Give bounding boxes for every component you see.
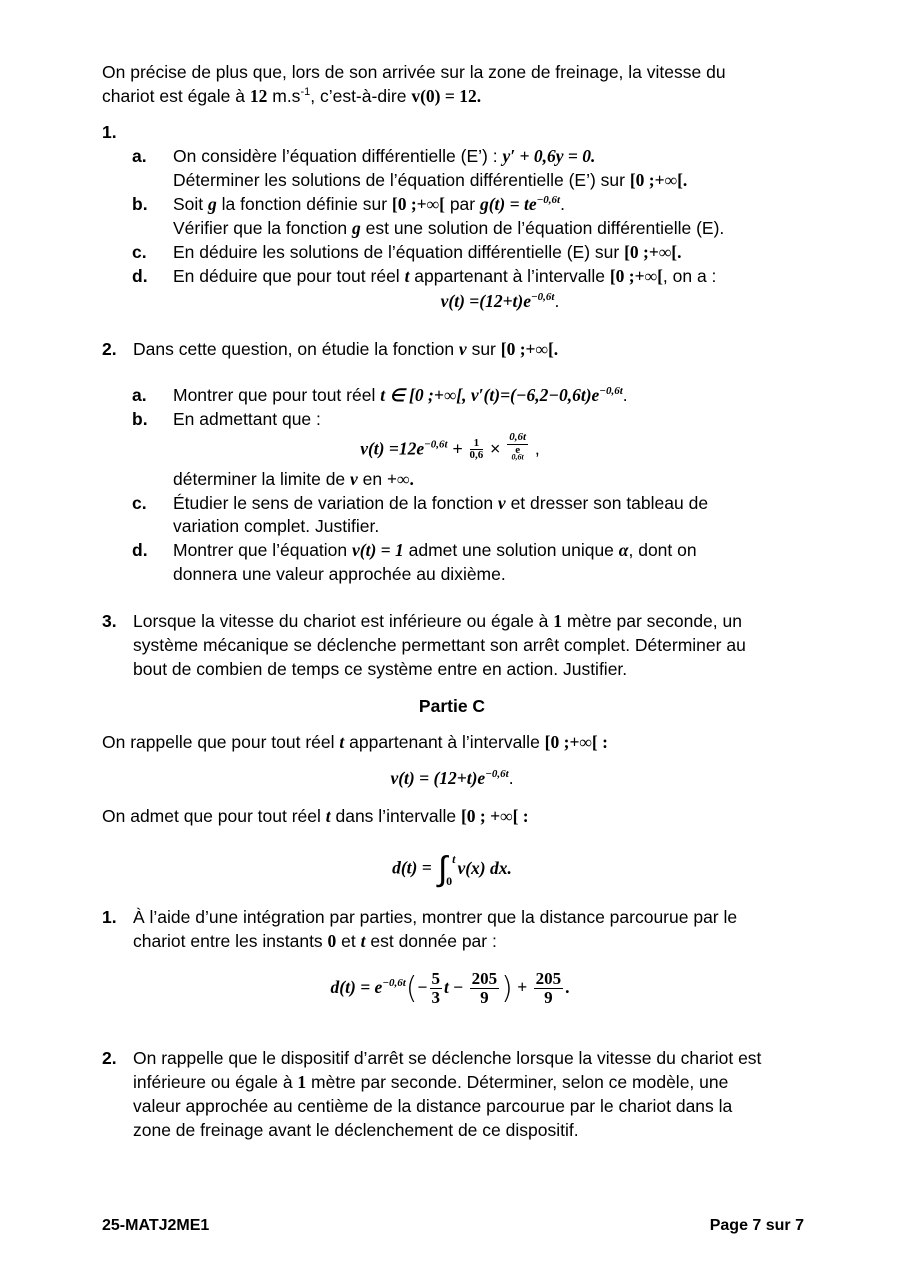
- q1b-g: g: [208, 194, 217, 214]
- q2-intro-interval: [0 ;+∞[.: [500, 339, 559, 359]
- integral-symbol: [438, 850, 456, 888]
- q2b-comma: ,: [530, 438, 540, 459]
- q2a-derivative: t ∈ [0 ;+∞[, v′(t)=(−6,2−0,6t)e: [380, 385, 600, 405]
- q1b-label: b.: [132, 194, 148, 214]
- q1b-text-3: par: [444, 194, 480, 214]
- q2c-line-2: variation complet. Justifier.: [173, 516, 380, 536]
- dt-open-paren: (: [405, 970, 418, 1006]
- partc-d-rhs: v(x) dx.: [457, 857, 512, 878]
- q2b-limit-text: déterminer la limite de: [173, 469, 351, 489]
- partc-v-formula-exp: −0,6t: [485, 768, 509, 781]
- partc-q1-text: chariot entre les instants: [133, 931, 328, 951]
- partc-admit-text-2: dans l’intervalle: [330, 806, 461, 826]
- q2c-text-2: et dresser son tableau de: [505, 493, 709, 513]
- partc-d-integral: [102, 852, 802, 886]
- q1b-line-2: [173, 217, 813, 240]
- q2b-fraction-1-den: 0,6: [469, 449, 484, 462]
- q1-label: 1.: [102, 122, 117, 142]
- footer-exam-code: 25-MATJ2ME1: [102, 1217, 210, 1234]
- q1a-line-2: [173, 169, 813, 192]
- q2a-exponent: −0,6t: [599, 385, 623, 398]
- q2c-text: Étudier le sens de variation de la fonction: [173, 493, 498, 513]
- q2-intro-text: Dans cette question, on étudie la fonction: [133, 339, 459, 359]
- q3-text: Lorsque la vitesse du chariot est inférieure ou égale à: [133, 611, 554, 631]
- partc-q2-label: 2.: [102, 1048, 117, 1068]
- q2d-text: Montrer que l’équation: [173, 540, 352, 560]
- q2d-line-1: [173, 539, 813, 562]
- dt-minus: −: [417, 976, 428, 997]
- dt-t: t: [444, 976, 449, 997]
- q1d-line: [173, 265, 813, 288]
- q1c-interval: [0 ;+∞[.: [624, 242, 682, 262]
- q2c-line-1: [173, 492, 813, 515]
- intro-text: chariot est égale à: [102, 86, 250, 106]
- q2d-equation: v(t) = 1: [352, 540, 404, 560]
- q2d-text-2: admet une solution unique: [403, 540, 619, 560]
- partc-q1-text-2: et: [336, 931, 361, 951]
- q1b-dot: .: [560, 194, 565, 214]
- q2b-fraction-2-den: [507, 445, 528, 468]
- partc-recall-text: On rappelle que pour tout réel: [102, 732, 340, 752]
- dt-minus-2: −: [448, 976, 468, 997]
- q1b-exponent: −0,6t: [536, 194, 561, 207]
- q2a-line: [173, 384, 813, 407]
- dt-fraction-3: [534, 970, 564, 1007]
- q1b-definition: g(t) = te: [479, 194, 537, 214]
- q1b-text-5: est une solution de l’équation différentielle (E).: [360, 218, 725, 238]
- q1b-line-1: [173, 193, 813, 216]
- dt-close-paren: ): [501, 970, 513, 1006]
- q2b-infinity: +∞.: [387, 469, 414, 489]
- q2a-dot: .: [622, 385, 628, 405]
- partc-q1-zero: 0: [327, 931, 337, 951]
- q3-line-2: système mécanique se déclenche permettant son arrêt complet. Déterminer au: [133, 635, 746, 655]
- dt-fraction-2: [470, 970, 500, 1007]
- q1d-t: t: [404, 266, 410, 286]
- q1b-interval: [0 ;+∞[: [391, 194, 445, 214]
- q1d-formula-main: v(t) =(12+t)e: [440, 291, 532, 311]
- q2b-line-1: En admettant que :: [173, 409, 321, 429]
- q2b-label: b.: [132, 409, 148, 429]
- dt-lhs: d(t) = e: [330, 976, 383, 997]
- partc-recall-t: t: [339, 732, 345, 752]
- partc-q1-t: t: [360, 931, 366, 951]
- q1c-text: En déduire les solutions de l’équation différentielle (E) sur: [173, 242, 625, 262]
- q1a-equation: y′ + 0,6y = 0.: [502, 146, 596, 166]
- partc-q1-text-3: est donnée par :: [365, 931, 497, 951]
- q3-line-3: bout de combien de temps ce système entre en action. Justifier.: [133, 659, 628, 679]
- partc-v-formula: [102, 767, 802, 790]
- q2b-formula: [230, 432, 670, 468]
- integral-sign: ∫: [438, 850, 448, 888]
- q2b-fraction-2-den-exp: 0,6t: [511, 452, 524, 462]
- q2d-label: d.: [132, 540, 148, 560]
- q2b-times: ×: [485, 438, 506, 459]
- intro-text-2: , c’est-à-dire: [310, 86, 412, 106]
- q2b-limit-text-2: en: [357, 469, 388, 489]
- dt-fraction-3-den: 9: [544, 987, 553, 1007]
- q2b-formula-main: v(t) =12e: [360, 438, 425, 459]
- partc-recall: [102, 731, 802, 754]
- partc-admit: [102, 805, 802, 828]
- q3-line-1: [133, 610, 813, 633]
- partc-q2-text-2: mètre par seconde. Déterminer, selon ce modèle, une: [306, 1072, 729, 1092]
- q2-intro-v: v: [458, 339, 467, 359]
- partc-q1-line-2: [133, 930, 813, 953]
- q2d-alpha: α: [618, 540, 629, 560]
- partc-admit-text: On admet que pour tout réel: [102, 806, 326, 826]
- q2a-text: Montrer que pour tout réel: [173, 385, 381, 405]
- dt-fraction-2-den: 9: [480, 987, 489, 1007]
- dt-fraction-2-num: 205: [471, 969, 498, 988]
- footer-page-number: Page 7 sur 7: [709, 1217, 804, 1234]
- q1b-g-2: g: [352, 218, 361, 238]
- q1c-line: [173, 241, 813, 264]
- partc-q1-line-1: À l’aide d’une intégration par parties, montrer que la distance parcourue par le: [133, 907, 738, 927]
- q2b-fraction-2-den-base: e: [515, 443, 521, 456]
- dt-dot: .: [565, 976, 570, 997]
- partc-recall-interval: [0 ;+∞[ :: [544, 732, 608, 752]
- partc-q2-line-1: On rappelle que le dispositif d’arrêt se déclenche lorsque la vitesse du chariot est: [133, 1048, 762, 1068]
- q2b-line-2: [173, 468, 813, 491]
- partc-q2-line-3: valeur approchée au centième de la distance parcourue par le chariot dans la: [133, 1096, 733, 1116]
- q2b-fraction-2: [507, 432, 528, 468]
- dt-fraction-1-num: 5: [431, 969, 440, 988]
- q2a-label: a.: [132, 385, 147, 405]
- q1b-text: Soit: [173, 194, 209, 214]
- partc-v-formula-dot: .: [508, 768, 514, 788]
- integral-lower-bound: 0: [446, 874, 453, 888]
- partc-recall-text-2: appartenant à l’intervalle: [344, 732, 545, 752]
- partc-admit-t: t: [325, 806, 331, 826]
- intro-line-1: On précise de plus que, lors de son arrivée sur la zone de freinage, la vitesse du: [102, 62, 726, 82]
- q1d-label: d.: [132, 266, 148, 286]
- partc-q2-value: 1: [297, 1072, 307, 1092]
- q1b-text-4: Vérifier que la fonction: [173, 218, 352, 238]
- intro-unit-exp: -1: [300, 86, 311, 99]
- q1a-line-1: [173, 145, 813, 168]
- q2b-v: v: [350, 469, 358, 489]
- q1a-interval: [0 ;+∞[.: [629, 170, 688, 190]
- q3-text-2: mètre par seconde, un: [562, 611, 742, 631]
- q2b-fraction-1-num: 1: [470, 438, 484, 451]
- q2b-fraction-1: [470, 438, 484, 462]
- dt-plus: +: [512, 976, 532, 997]
- q2b-plus: +: [447, 438, 468, 459]
- intro-initial-condition: v(0) = 12.: [411, 86, 482, 106]
- q1d-formula-exp: −0,6t: [531, 291, 555, 304]
- integral-upper-bound: t: [452, 852, 456, 866]
- q1a-text: On considère l’équation différentielle (E’) :: [173, 146, 503, 166]
- dt-fraction-3-num: 205: [535, 969, 562, 988]
- q2b-formula-exp: −0,6t: [424, 438, 448, 451]
- q1d-text: En déduire que pour tout réel: [173, 266, 405, 286]
- partc-admit-interval: [0 ; +∞[ :: [460, 806, 529, 826]
- q2-intro: [133, 338, 773, 361]
- q2-intro-text-2: sur: [466, 339, 501, 359]
- q1c-label: c.: [132, 242, 147, 262]
- partc-q1-label: 1.: [102, 907, 117, 927]
- intro-line-2: [102, 85, 802, 108]
- q3-label: 3.: [102, 611, 117, 631]
- partc-q2-text: inférieure ou égale à: [133, 1072, 298, 1092]
- partc-q2-line-4: zone de freinage avant le déclenchement de ce dispositif.: [133, 1120, 579, 1140]
- dt-exp: −0,6t: [382, 977, 406, 990]
- q1d-text-3: , on a :: [662, 266, 717, 286]
- section-title-partie-c: Partie C: [418, 696, 486, 716]
- q1d-formula-dot: .: [554, 291, 560, 311]
- q2b-fraction-2-num: 0,6t: [509, 431, 527, 443]
- q2c-label: c.: [132, 493, 147, 513]
- partc-d-lhs: d(t) =: [392, 857, 437, 878]
- partc-dt-formula: [150, 970, 750, 1007]
- q2d-text-3: , dont on: [628, 540, 697, 560]
- q2-label: 2.: [102, 339, 117, 359]
- partc-q2-line-2: [133, 1071, 823, 1094]
- q1a-label: a.: [132, 146, 147, 166]
- q1d-formula: [180, 290, 820, 313]
- partc-v-formula-main: v(t) = (12+t)e: [390, 768, 486, 788]
- q2d-line-2: donnera une valeur approchée au dixième.: [173, 564, 506, 584]
- q1d-text-2: appartenant à l’intervalle: [409, 266, 610, 286]
- dt-fraction-1-den: 3: [431, 987, 440, 1007]
- q2c-v: v: [497, 493, 506, 513]
- q3-value: 1: [553, 611, 563, 631]
- intro-unit: m.s: [267, 86, 301, 106]
- q1b-text-2: la fonction définie sur: [216, 194, 392, 214]
- dt-fraction-1: [430, 970, 443, 1007]
- q1d-interval: [0 ;+∞[: [609, 266, 663, 286]
- intro-speed-value: 12: [249, 86, 268, 106]
- q1a-text-2: Déterminer les solutions de l’équation différentielle (E’) sur: [173, 170, 630, 190]
